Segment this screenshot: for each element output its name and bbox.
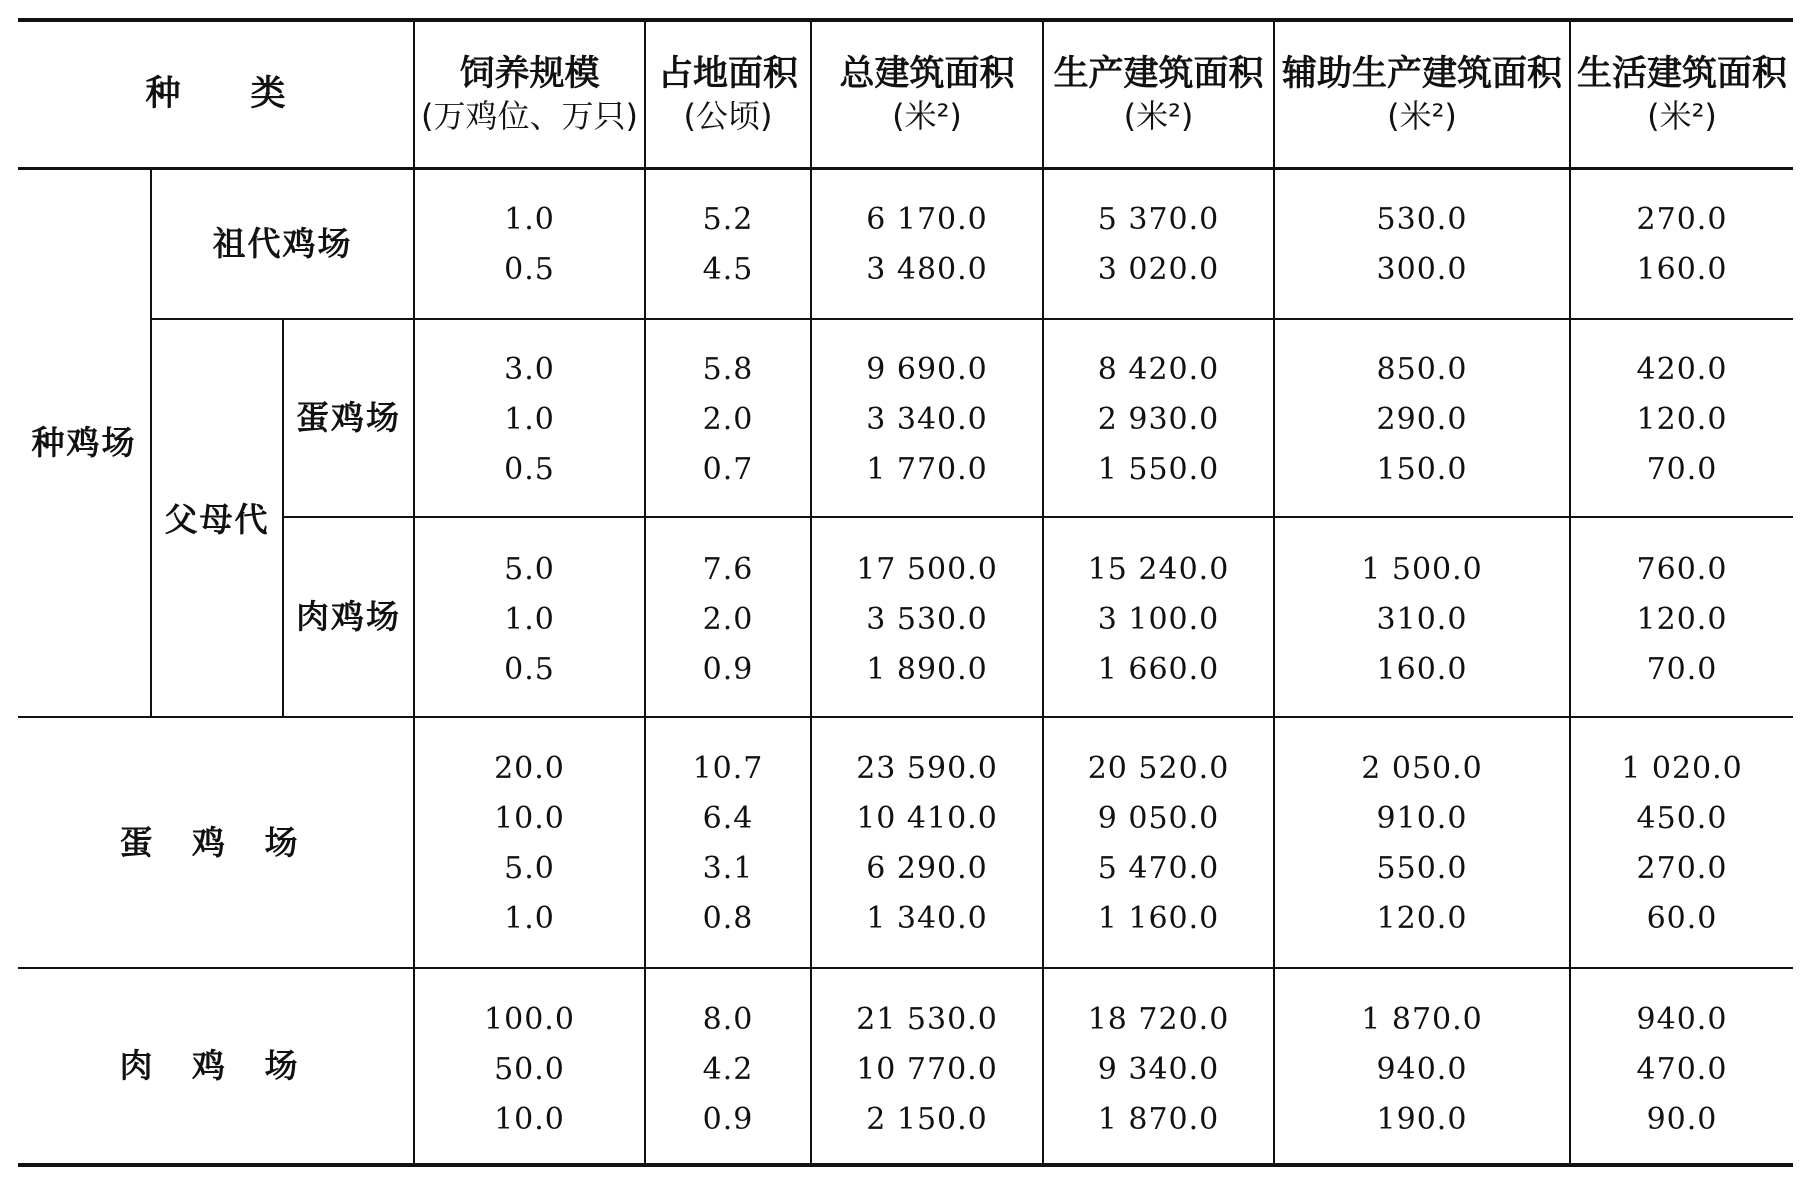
cell-parent-broiler-land: 7.6 xyxy=(702,552,754,587)
cell-layer-farm-aux: 2 050.0 xyxy=(1361,751,1483,786)
label-parent xyxy=(152,320,282,716)
cell-parent-layer-aux: 290.0 xyxy=(1376,402,1468,437)
cell-grandparent-scale: 0.5 xyxy=(504,252,555,287)
cell-grandparent-land: 5.2 xyxy=(702,202,754,237)
cell-parent-broiler-aux: 310.0 xyxy=(1376,602,1468,637)
cell-parent-layer-total: 9 690.0 xyxy=(866,352,988,387)
cell-broiler-farm-production: 9 340.0 xyxy=(1097,1052,1220,1087)
header-aux xyxy=(1275,22,1569,167)
header-land-unit: (公顷) xyxy=(683,97,773,136)
header-total-title: 总建筑面积 xyxy=(839,53,1015,94)
cell-grandparent-aux: 530.0 xyxy=(1376,202,1468,237)
col-rule-scale xyxy=(644,20,646,1165)
cell-broiler-farm-land: 0.9 xyxy=(702,1102,754,1137)
cell-layer-farm-production: 5 470.0 xyxy=(1097,851,1220,886)
cell-layer-farm-scale: 1.0 xyxy=(504,901,555,936)
header-scale xyxy=(415,22,644,167)
cell-layer-farm-land: 6.4 xyxy=(702,801,754,836)
header-production xyxy=(1044,22,1273,167)
cell-broiler-farm-total: 10 770.0 xyxy=(856,1052,998,1087)
cell-parent-layer-total: 1 770.0 xyxy=(866,452,988,487)
cell-parent-broiler-living: 760.0 xyxy=(1636,552,1728,587)
divider-parent-subgroups xyxy=(282,516,1793,518)
cell-layer-farm-land: 3.1 xyxy=(702,851,754,886)
cell-parent-broiler-land: 2.0 xyxy=(702,602,754,637)
cell-parent-broiler-total: 17 500.0 xyxy=(856,552,998,587)
cell-parent-broiler-scale: 5.0 xyxy=(504,552,555,587)
cell-layer-farm-aux: 120.0 xyxy=(1376,901,1468,936)
cell-parent-broiler-production: 3 100.0 xyxy=(1097,602,1220,637)
cell-grandparent-production: 3 020.0 xyxy=(1097,252,1220,287)
cell-broiler-farm-scale: 10.0 xyxy=(494,1102,565,1137)
cell-parent-broiler-production: 15 240.0 xyxy=(1087,552,1230,587)
cell-parent-layer-production: 1 550.0 xyxy=(1097,452,1220,487)
cell-parent-layer-total: 3 340.0 xyxy=(866,402,988,437)
cell-broiler-farm-total: 21 530.0 xyxy=(856,1002,998,1037)
header-aux-title: 辅助生产建筑面积 xyxy=(1281,53,1562,94)
header-production-unit: (米²) xyxy=(1123,97,1194,136)
cell-grandparent-production: 5 370.0 xyxy=(1097,202,1220,237)
header-production-title: 生产建筑面积 xyxy=(1053,53,1264,94)
label-broiler-farm-text: 肉 鸡 场 xyxy=(119,1046,312,1086)
cell-layer-farm-land: 10.7 xyxy=(692,751,764,786)
cell-layer-farm-living: 1 020.0 xyxy=(1621,751,1743,786)
header-total xyxy=(812,22,1042,167)
label-parent-broiler-text: 肉鸡场 xyxy=(296,597,401,637)
cell-parent-broiler-scale: 1.0 xyxy=(504,602,555,637)
label-parent-text: 父母代 xyxy=(164,500,270,540)
cell-parent-layer-land: 2.0 xyxy=(702,402,754,437)
cell-parent-layer-land: 5.8 xyxy=(702,352,754,387)
cell-layer-farm-production: 1 160.0 xyxy=(1097,901,1220,936)
cell-broiler-farm-living: 940.0 xyxy=(1636,1002,1728,1037)
cell-parent-broiler-total: 3 530.0 xyxy=(866,602,988,637)
cell-parent-broiler-aux: 160.0 xyxy=(1376,652,1468,687)
cell-parent-layer-scale: 3.0 xyxy=(504,352,555,387)
header-living xyxy=(1571,22,1793,167)
col-rule-category xyxy=(413,20,415,1165)
label-parent-layer-text: 蛋鸡场 xyxy=(296,398,401,438)
cell-grandparent-land: 4.5 xyxy=(702,252,754,287)
cell-grandparent-living: 270.0 xyxy=(1636,202,1728,237)
cell-layer-farm-production: 20 520.0 xyxy=(1087,751,1230,786)
bottom-rule xyxy=(18,1163,1793,1167)
cell-parent-layer-living: 120.0 xyxy=(1636,402,1728,437)
cell-broiler-farm-total: 2 150.0 xyxy=(866,1102,988,1137)
cell-layer-farm-total: 1 340.0 xyxy=(866,901,988,936)
cell-layer-farm-living: 60.0 xyxy=(1646,901,1718,936)
cell-layer-farm-total: 6 290.0 xyxy=(866,851,988,886)
cell-broiler-farm-living: 90.0 xyxy=(1646,1102,1718,1137)
cell-broiler-farm-living: 470.0 xyxy=(1636,1052,1728,1087)
cell-layer-farm-scale: 20.0 xyxy=(494,751,565,786)
cell-grandparent-aux: 300.0 xyxy=(1376,252,1468,287)
label-broiler-farm xyxy=(18,969,413,1163)
cell-parent-layer-production: 8 420.0 xyxy=(1097,352,1220,387)
cell-grandparent-total: 3 480.0 xyxy=(866,252,988,287)
cell-parent-broiler-scale: 0.5 xyxy=(504,652,555,687)
header-total-unit: (米²) xyxy=(892,97,962,136)
col-rule-production xyxy=(1273,20,1275,1165)
col-rule-land xyxy=(810,20,812,1165)
cell-parent-layer-aux: 150.0 xyxy=(1376,452,1468,487)
header-scale-unit: (万鸡位、万只) xyxy=(421,97,638,136)
cell-parent-layer-living: 70.0 xyxy=(1646,452,1718,487)
cell-parent-broiler-total: 1 890.0 xyxy=(866,652,988,687)
label-breeder-farm xyxy=(18,170,150,716)
header-land xyxy=(646,22,810,167)
cell-layer-farm-living: 450.0 xyxy=(1636,801,1728,836)
cell-parent-broiler-aux: 1 500.0 xyxy=(1361,552,1483,587)
cell-broiler-farm-production: 1 870.0 xyxy=(1097,1102,1220,1137)
cell-parent-layer-land: 0.7 xyxy=(702,452,754,487)
cell-parent-layer-living: 420.0 xyxy=(1636,352,1728,387)
cell-grandparent-living: 160.0 xyxy=(1636,252,1728,287)
cell-layer-farm-aux: 910.0 xyxy=(1376,801,1468,836)
header-living-unit: (米²) xyxy=(1647,97,1717,136)
label-layer-farm-text: 蛋 鸡 场 xyxy=(119,822,312,862)
cell-parent-layer-production: 2 930.0 xyxy=(1097,402,1220,437)
header-aux-unit: (米²) xyxy=(1387,97,1457,136)
cell-broiler-farm-aux: 940.0 xyxy=(1376,1052,1468,1087)
label-grandparent-text: 祖代鸡场 xyxy=(212,224,353,264)
cell-parent-layer-scale: 1.0 xyxy=(504,402,555,437)
cell-broiler-farm-scale: 100.0 xyxy=(484,1002,575,1037)
cell-layer-farm-aux: 550.0 xyxy=(1376,851,1468,886)
cell-layer-farm-land: 0.8 xyxy=(702,901,754,936)
cell-layer-farm-total: 10 410.0 xyxy=(856,801,998,836)
header-land-title: 占地面积 xyxy=(657,53,798,94)
header-living-title: 生活建筑面积 xyxy=(1576,53,1787,94)
cell-parent-broiler-production: 1 660.0 xyxy=(1097,652,1220,687)
cell-broiler-farm-production: 18 720.0 xyxy=(1087,1002,1230,1037)
cell-broiler-farm-land: 4.2 xyxy=(702,1052,754,1087)
cell-broiler-farm-aux: 1 870.0 xyxy=(1361,1002,1483,1037)
cell-broiler-farm-aux: 190.0 xyxy=(1376,1102,1468,1137)
cell-parent-layer-scale: 0.5 xyxy=(504,452,555,487)
cell-layer-farm-scale: 10.0 xyxy=(494,801,565,836)
cell-layer-farm-total: 23 590.0 xyxy=(856,751,998,786)
header-scale-title: 饲养规模 xyxy=(459,53,600,94)
cell-parent-broiler-living: 120.0 xyxy=(1636,602,1728,637)
cell-grandparent-scale: 1.0 xyxy=(504,202,555,237)
cell-parent-layer-aux: 850.0 xyxy=(1376,352,1468,387)
header-category xyxy=(18,22,413,167)
label-parent-broiler xyxy=(284,518,413,716)
cell-layer-farm-production: 9 050.0 xyxy=(1097,801,1220,836)
header-category-text: 种 类 xyxy=(145,73,286,114)
col-rule-total xyxy=(1042,20,1044,1165)
label-grandparent xyxy=(152,170,413,318)
cell-broiler-farm-scale: 50.0 xyxy=(494,1052,565,1087)
label-parent-layer xyxy=(284,320,413,516)
cell-parent-broiler-land: 0.9 xyxy=(702,652,754,687)
col-rule-aux xyxy=(1569,20,1571,1165)
cell-layer-farm-scale: 5.0 xyxy=(504,851,555,886)
cell-broiler-farm-land: 8.0 xyxy=(702,1002,754,1037)
cell-parent-broiler-living: 70.0 xyxy=(1646,652,1718,687)
label-breeder-farm-text: 种鸡场 xyxy=(31,423,137,463)
cell-grandparent-total: 6 170.0 xyxy=(866,202,988,237)
cell-layer-farm-living: 270.0 xyxy=(1636,851,1728,886)
label-layer-farm xyxy=(18,718,413,967)
